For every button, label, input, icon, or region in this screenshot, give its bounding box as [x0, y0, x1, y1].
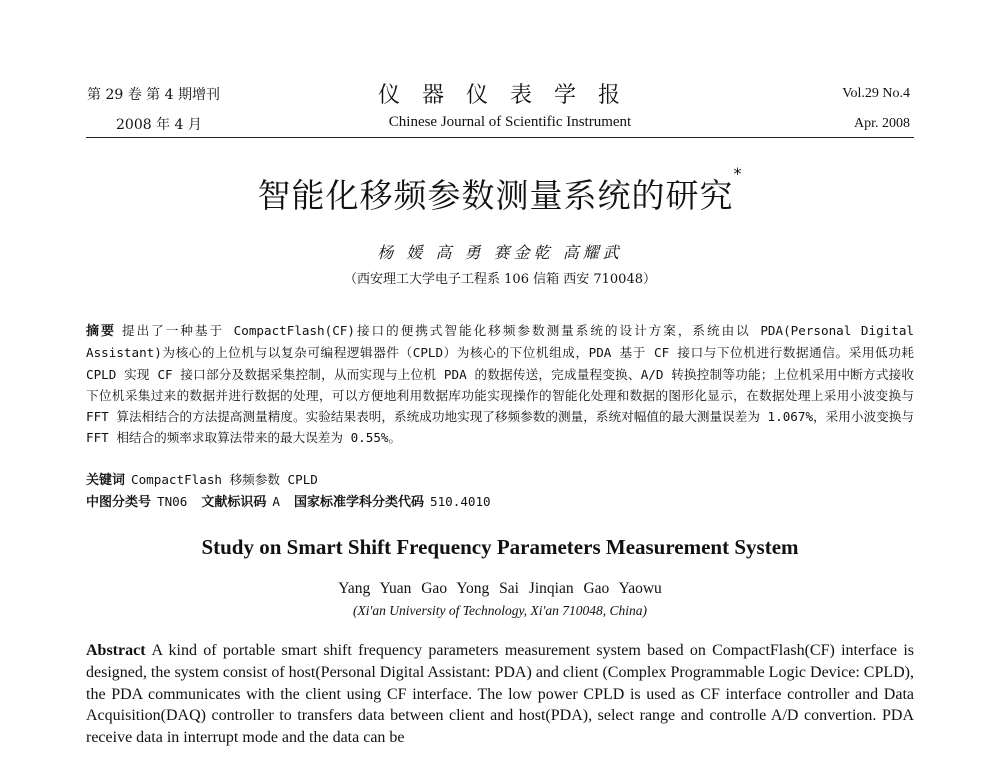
abstract-en-label: Abstract	[86, 642, 146, 659]
authors-en: Yang Yuan Gao Yong Sai Jinqian Gao Yaowu	[338, 580, 662, 597]
authors-cn: 杨 媛 高 勇 赛金乾 高耀武	[377, 243, 623, 262]
header-rule	[86, 137, 914, 138]
journal-name-en: Chinese Journal of Scientific Instrument	[388, 114, 632, 130]
std-code-label: 国家标准学科分类代码	[293, 495, 424, 510]
keywords	[86, 469, 914, 488]
classification-line	[86, 491, 914, 510]
title-cn-text: 智能化移频参数测量系统的研究	[257, 176, 734, 215]
clc-label: 中图分类号	[86, 495, 152, 510]
paper-title-en: Study on Smart Shift Frequency Parameters Measurement System	[201, 535, 799, 559]
std-code-value: 510.4010	[429, 494, 491, 509]
abstract-cn-text: 提出了一种基于 CompactFlash(CF)接口的便携式智能化移频参数测量系统的设计方案，系统由以 PDA(Personal Digital Assistant)为核心的上位机与以复杂可编程逻辑器件（CPLD）为核心的下位机组成，PDA 基于 CF 接口与下位机进行数据通信。采用低功耗 CPLD 实现 CF 接口部分及数据采集控制，从而实现与上位机 PDA 的数据传送，完成量程变换、A/D 转换控制等功能；上位机采用中断方式接收下位机采集过来的数据并进行数据的处理，可以方便地利用数据库功能实现操作的智能化处理和数据的图形化显示，在数据处理上采用小波变换与 FFT 算法相结合的方法提高测量精度。实验结果表明，系统成功地实现了移频参数的测量，系统对幅值的最大测量误差为 1.067%，采用小波变换与 FFT 相结合的频率求取算法带来的最大误差为 0.55%。	[86, 323, 914, 446]
doc-code-label: 文献标识码	[201, 495, 267, 510]
clc-value: TN06	[157, 494, 188, 509]
abstract-cn-label: 摘要	[86, 324, 116, 339]
volume-issue: 第 29 卷 第 4 期增刊	[87, 87, 220, 103]
affiliation-en: (Xi'an University of Technology, Xi'an 710048, China)	[352, 603, 647, 618]
publication-date-cn: 2008 年 4 月	[116, 117, 202, 133]
title-footnote-mark: *	[733, 164, 743, 183]
journal-name-cn: 仪器仪表学报	[377, 83, 642, 108]
abstract-en	[86, 640, 914, 749]
paper-title-cn	[0, 164, 1000, 217]
keywords-label: 关键词	[86, 473, 126, 488]
volume-en: Vol.29 No.4	[842, 86, 910, 101]
keywords-text: CompactFlash 移频参数 CPLD	[131, 472, 318, 487]
abstract-en-text: A kind of portable smart shift frequency parameters measurement system based on CompactFlash(CF) interface is designed, the system consist of host(Personal Digital Assistant: PDA) and client (Complex Programmable Logic Device: CPLD), the PDA communicates with the client using CF interface. The low power CPLD is used as CF interface controller and Data Acquisition(DAQ) controller to transfers data between client and host(PDA), select range and controlle A/D convertion. PDA receive data in interrupt mode and the data can be	[86, 642, 914, 747]
abstract-cn	[86, 320, 914, 449]
doc-code-value: A	[272, 494, 280, 509]
publication-date-en: Apr. 2008	[854, 116, 910, 131]
affiliation-cn: （西安理工大学电子工程系 106 信箱 西安 710048）	[344, 272, 656, 287]
